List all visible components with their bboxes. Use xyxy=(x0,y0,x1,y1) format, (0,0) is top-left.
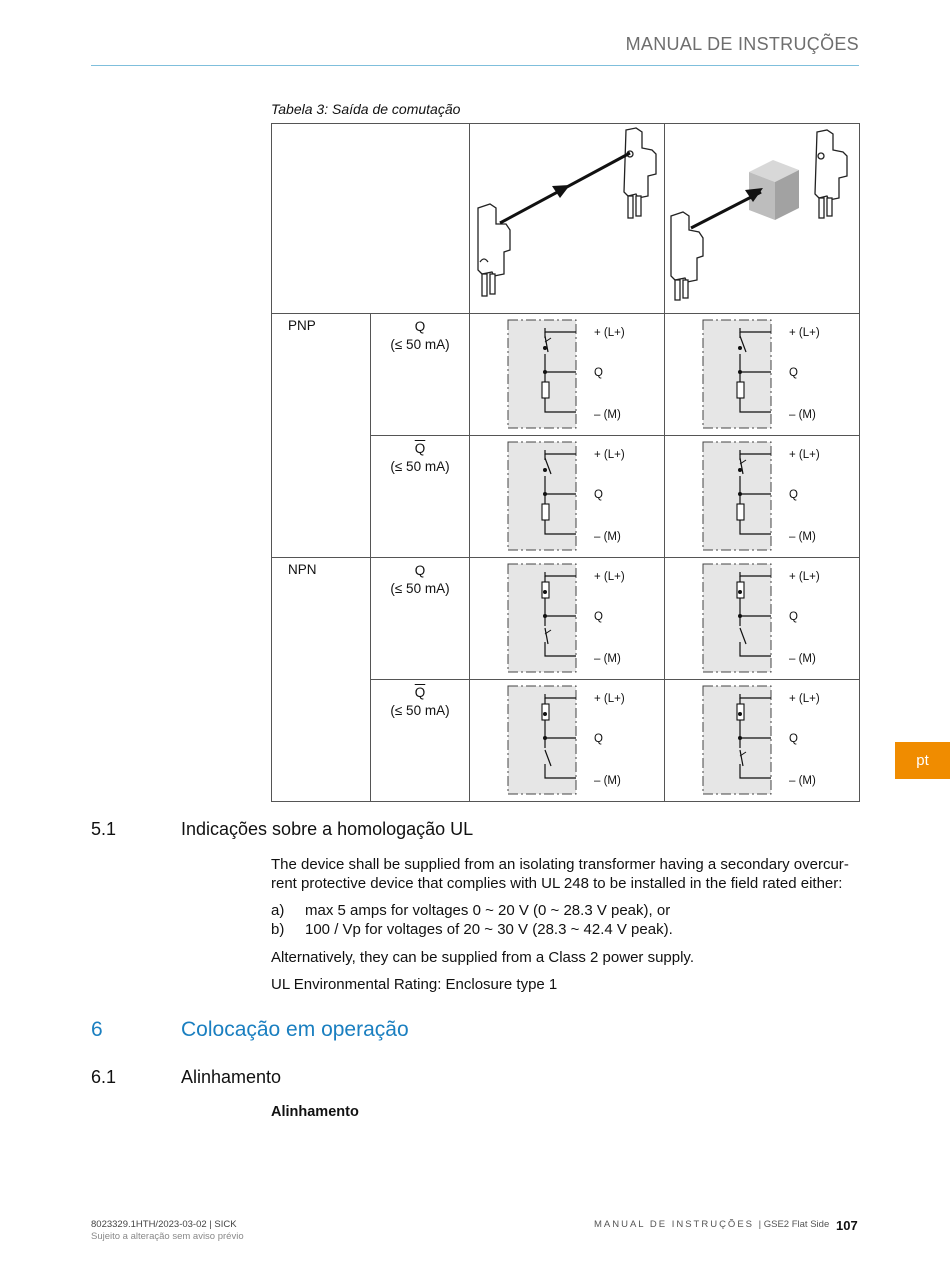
output-current: (≤ 50 mA) xyxy=(390,337,450,352)
chapter-title: Colocação em operação xyxy=(181,1018,409,1041)
terminal-plus: + (L+) xyxy=(594,693,625,705)
table-empty-corner xyxy=(272,124,470,314)
output-current: (≤ 50 mA) xyxy=(390,581,450,596)
circuit-diagram xyxy=(470,558,664,679)
terminal-plus: + (L+) xyxy=(789,693,820,705)
circuit-pnp-qbar-direct xyxy=(470,436,665,558)
circuit-npn-qbar-reflect xyxy=(665,680,860,802)
list-item xyxy=(271,902,670,919)
circuit-diagram xyxy=(470,314,664,435)
output-q-label: Q xyxy=(414,319,426,334)
terminal-minus: – (M) xyxy=(594,531,621,543)
terminal-minus: – (M) xyxy=(594,653,621,665)
terminal-minus: – (M) xyxy=(789,409,816,421)
pnp-group-label: PNP xyxy=(272,314,371,558)
terminal-plus: + (L+) xyxy=(594,449,625,461)
circuit-pnp-qbar-reflect xyxy=(665,436,860,558)
output-qbar-label: $\overline{Q}$ xyxy=(414,685,426,700)
circuit-diagram xyxy=(665,314,859,435)
circuit-pnp-q-direct xyxy=(470,314,665,436)
circuit-diagram xyxy=(665,436,859,557)
terminal-q: Q xyxy=(789,733,798,745)
output-label-cell xyxy=(371,680,470,802)
terminal-minus: – (M) xyxy=(594,775,621,787)
output-q-label: Q xyxy=(414,563,426,578)
chapter-number: 6 xyxy=(91,1018,103,1041)
switching-output-table xyxy=(271,123,860,802)
circuit-diagram xyxy=(470,436,664,557)
output-current: (≤ 50 mA) xyxy=(390,703,450,718)
terminal-minus: – (M) xyxy=(789,653,816,665)
circuit-diagram xyxy=(665,558,859,679)
section-title: Indicações sobre a homologação UL xyxy=(181,819,474,839)
sensor-pair-illustration xyxy=(470,124,664,310)
footer-note: Sujeito a alteração sem aviso prévio xyxy=(91,1231,244,1242)
ul-paragraph: The device shall be supplied from an isolating transformer having a secondary overcurrent protective device that complies with UL 248 to be installed in the field rated either: xyxy=(271,856,849,892)
output-label-cell xyxy=(371,314,470,436)
illustration-direct xyxy=(470,124,665,314)
footer-manual-title: MANUAL DE INSTRUÇÕES xyxy=(594,1219,754,1230)
language-tab[interactable]: pt xyxy=(895,742,950,779)
sensor-object-illustration xyxy=(665,124,859,310)
terminal-plus: + (L+) xyxy=(789,327,820,339)
list-key: b) xyxy=(271,921,285,938)
footer-doc-id: 8023329.1HTH/2023-03-02 | SICK xyxy=(91,1219,237,1230)
subheading: Alinhamento xyxy=(271,1104,359,1120)
circuit-npn-q-reflect xyxy=(665,558,860,680)
terminal-q: Q xyxy=(594,733,603,745)
terminal-plus: + (L+) xyxy=(789,571,820,583)
terminal-plus: + (L+) xyxy=(594,327,625,339)
section-title: Alinhamento xyxy=(181,1067,282,1087)
alt-supply-paragraph: Alternatively, they can be supplied from a Class 2 power supply. xyxy=(271,949,694,966)
circuit-npn-q-direct xyxy=(470,558,665,680)
circuit-diagram xyxy=(665,680,859,801)
terminal-q: Q xyxy=(594,367,603,379)
running-header: MANUAL DE INSTRUÇÕES xyxy=(625,34,859,54)
illustration-reflection xyxy=(665,124,860,314)
enclosure-paragraph: UL Environmental Rating: Enclosure type 1 xyxy=(271,976,558,993)
terminal-q: Q xyxy=(594,611,603,623)
terminal-q: Q xyxy=(789,367,798,379)
terminal-minus: – (M) xyxy=(594,409,621,421)
output-label-cell xyxy=(371,558,470,680)
circuit-pnp-q-reflect xyxy=(665,314,860,436)
list-text: max 5 amps for voltages 0 ~ 20 V (0 ~ 28.3 V peak), or xyxy=(305,902,671,919)
terminal-q: Q xyxy=(789,489,798,501)
output-qbar-label: $\overline{Q}$ xyxy=(414,441,426,456)
output-current: (≤ 50 mA) xyxy=(390,459,450,474)
terminal-plus: + (L+) xyxy=(789,449,820,461)
terminal-minus: – (M) xyxy=(789,531,816,543)
list-item xyxy=(271,921,673,938)
section-number: 6.1 xyxy=(91,1067,117,1087)
output-label-cell xyxy=(371,436,470,558)
footer-manual xyxy=(594,1219,829,1230)
circuit-diagram xyxy=(470,680,664,801)
list-key: a) xyxy=(271,902,285,919)
page-number: 107 xyxy=(836,1218,858,1233)
footer-product: | GSE2 Flat Side xyxy=(758,1219,830,1230)
table-caption: Tabela 3: Saída de comutação xyxy=(271,101,461,117)
terminal-q: Q xyxy=(594,489,603,501)
section-number: 5.1 xyxy=(91,819,117,839)
terminal-q: Q xyxy=(789,611,798,623)
npn-group-label: NPN xyxy=(272,558,371,802)
terminal-minus: – (M) xyxy=(789,775,816,787)
circuit-npn-qbar-direct xyxy=(470,680,665,802)
terminal-plus: + (L+) xyxy=(594,571,625,583)
header-divider xyxy=(91,65,859,66)
list-text: 100 / Vp for voltages of 20 ~ 30 V (28.3 ~ 42.4 V peak). xyxy=(305,921,673,938)
